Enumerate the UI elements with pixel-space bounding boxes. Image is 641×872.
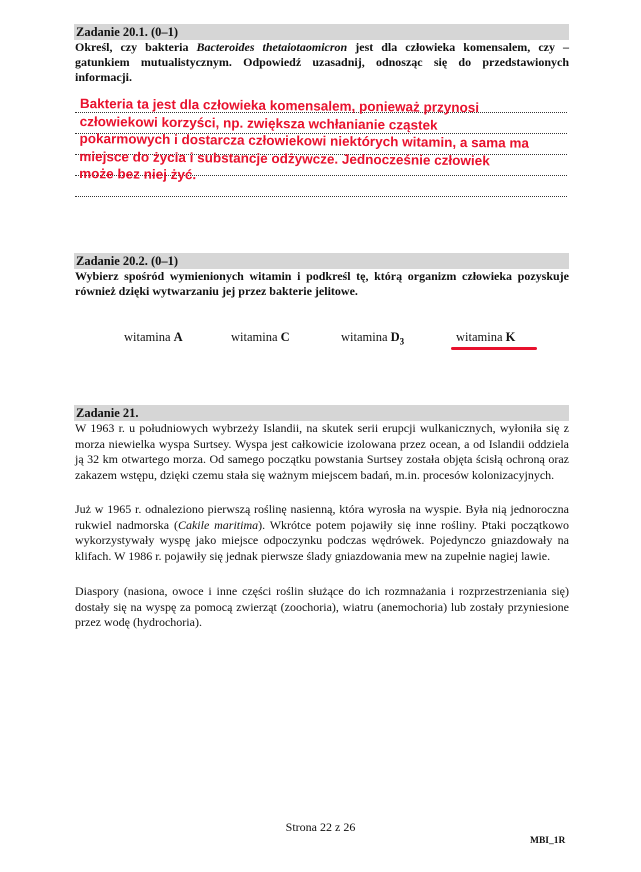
task-20-1-question xyxy=(75,40,569,85)
species-name: Bacteroides thetaiotaomicron xyxy=(196,40,348,54)
question-text-start: Określ, czy bakteria xyxy=(75,40,189,54)
task-21-paragraph-1: W 1963 r. u południowych wybrzeży Islandii, na skutek serii erupcji wulkanicznych, wyłoniła się z morza niewielka wyspa Surtsey. Wyspa jest całkowicie izolowana przez ocean, a od Islandii oddziela ją 32 km otwartego morza. Od samego początku powstania Surtsey została objęta ścisłą ochroną oraz zakazem wstępu, dzięki czemu stała się ważnym miejscem badań, m.in. procesów kolonizacyjnych. xyxy=(75,421,569,482)
answer-text-line: człowiekowi korzyści, np. zwiększa wchłanianie cząstek xyxy=(79,113,438,133)
task-20-2-question: Wybierz spośród wymienionych witamin i podkreśl tę, którą organizm człowieka pozyskuje również dzięki wytwarzaniu jej przez bakterie jelitowe. xyxy=(75,269,569,298)
paragraph-text: ). Wkrótce potem pojawiły się inne rośliny. Ptaki początkowo wykorzystywały wyspę jako miejsce odpoczynku podczas wędrówek. Pojedynczo gniazdowały na klifach. W 1986 r. pojawiły się jednak pierwsze ślady gniazdowania mew na zupełnie nagiej lawie. xyxy=(75,517,569,563)
answer-line xyxy=(75,196,567,197)
option-vitamin-d3[interactable] xyxy=(341,330,404,347)
task-21-header: Zadanie 21. xyxy=(74,405,569,421)
option-letter: D xyxy=(390,330,400,344)
option-prefix: witamina xyxy=(341,330,388,344)
option-subscript: 3 xyxy=(399,336,405,347)
exam-code: MBI_1R xyxy=(530,836,566,846)
option-letter: C xyxy=(280,330,290,344)
task-21-paragraph-3: Diaspory (nasiona, owoce i inne części roślin służące do ich rozmnażania i rozprzestrzeniania się) dostały się na wyspę za pomocą zwierząt (zoochoria), wiatru (anemochoria) lub zostały przyniesione przez wodę (hydrochoria). xyxy=(75,584,569,630)
answer-text-line: może bez niej żyć. xyxy=(79,165,197,183)
option-vitamin-c[interactable] xyxy=(231,330,290,345)
option-prefix: witamina xyxy=(231,330,278,344)
question-text-end: jest dla człowieka komensalem, czy – gatunkiem mutualistycznym. Odpowiedź uzasadnij, odnosząc się do przedstawionych informacji. xyxy=(75,40,570,84)
task-20-2-header: Zadanie 20.2. (0–1) xyxy=(74,253,569,269)
option-vitamin-k[interactable] xyxy=(456,330,515,345)
answer-text-line: miejsce do życia i substancje odżywcze. Jednocześnie człowiek xyxy=(79,148,490,168)
option-letter: K xyxy=(505,330,516,344)
answer-text-line: Bakteria ta jest dla człowieka komensalem, ponieważ przynosi xyxy=(79,95,480,116)
page-number: Strona 22 z 26 xyxy=(285,820,356,834)
option-vitamin-a[interactable] xyxy=(124,330,183,345)
option-letter: A xyxy=(173,330,183,344)
handwritten-underline xyxy=(451,347,537,350)
species-name: Cakile maritima xyxy=(177,517,259,532)
paragraph-text: Już w 1965 r. odnaleziono pierwszą roślinę nasienną, która wyrosła na wyspie. Była nią jednoroczna rukwiel nadmorska ( xyxy=(75,502,569,532)
task-21-paragraph-2 xyxy=(75,502,569,564)
task-20-1-header: Zadanie 20.1. (0–1) xyxy=(74,24,569,40)
option-prefix: witamina xyxy=(124,330,171,344)
handwritten-answer xyxy=(79,95,570,188)
answer-text-line: pokarmowych i dostarcza człowiekowi niektórych witamin, a sama ma xyxy=(79,130,530,151)
option-prefix: witamina xyxy=(456,330,503,344)
